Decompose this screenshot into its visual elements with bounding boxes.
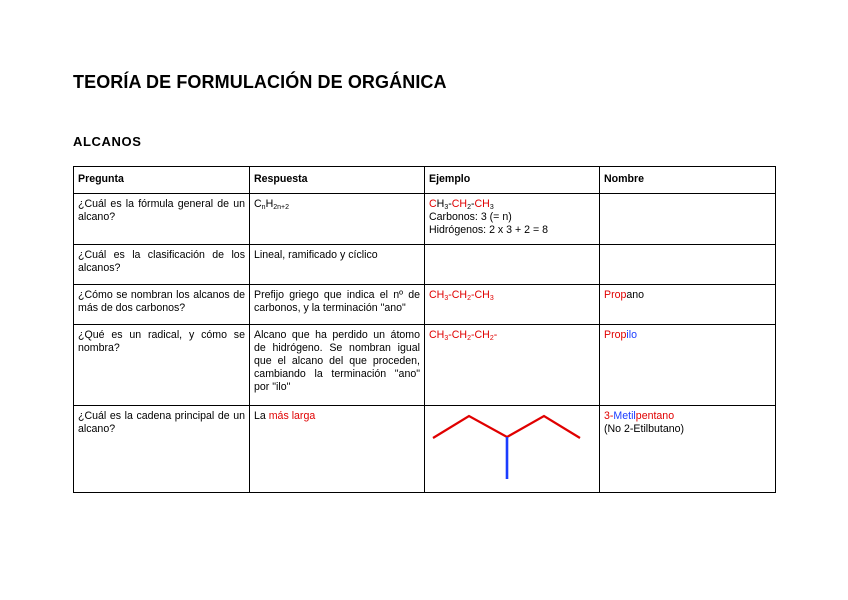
subscript: 2 [467, 295, 471, 302]
carbon-group: CH [451, 198, 468, 210]
respuesta-cell [250, 406, 425, 493]
nombre-cell [600, 285, 776, 325]
bond: - [470, 198, 475, 210]
nombre-cell [600, 194, 776, 245]
group: CH [429, 329, 445, 341]
header-row [74, 167, 776, 194]
table-row [74, 245, 776, 285]
ejemplo-cell [425, 285, 600, 325]
name-note: (No 2-Etilbutano) [604, 423, 685, 435]
subscript: 3 [489, 204, 494, 211]
group: CH [429, 289, 445, 301]
group: -CH [448, 329, 468, 341]
substituent-name: Metil [613, 410, 636, 422]
pregunta-cell: ¿Cuál es la fórmula general de un alcano? [74, 194, 250, 245]
nombre-cell [600, 325, 776, 406]
header-ejemplo: Ejemplo [425, 167, 600, 194]
formula-c: C [254, 198, 262, 210]
pregunta-cell: ¿Cuál es la clasificación de los alcanos? [74, 245, 250, 285]
table-row [74, 285, 776, 325]
name-suffix: ilo [626, 329, 637, 341]
name-prefix: Prop [604, 329, 627, 341]
bond: - [448, 198, 452, 210]
header-nombre: Nombre [600, 167, 776, 194]
subscript: 2 [467, 204, 471, 211]
parent-chain-name: pentano [635, 410, 675, 422]
table-row [74, 406, 776, 493]
respuesta-cell: Prefijo griego que indica el nº de carbonos, y la terminación "ano" [250, 285, 425, 325]
table-row [74, 194, 776, 245]
subscript: 2 [489, 335, 494, 342]
carbon: C [429, 198, 437, 210]
page-title: TEORÍA DE FORMULACIÓN DE ORGÁNICA [73, 72, 447, 92]
header-respuesta: Respuesta [250, 167, 425, 194]
pregunta-cell: ¿Qué es un radical, y cómo se nombra? [74, 325, 250, 406]
alcanos-table [73, 166, 776, 493]
group: -CH [448, 289, 468, 301]
respuesta-cell: Alcano que ha perdido un átomo de hidrógeno. Se nombran igual que el alcano del que proceden, cambiando la terminación "ano" por "ilo" [250, 325, 425, 406]
subscript: 3 [489, 295, 494, 302]
section-heading: ALCANOS [73, 134, 142, 149]
group: -CH [470, 289, 490, 301]
header-pregunta: Pregunta [74, 167, 250, 194]
pregunta-cell: ¿Cómo se nombran los alcanos de más de dos carbonos? [74, 285, 250, 325]
group: -CH [470, 329, 490, 341]
open-bond: - [493, 329, 498, 341]
carbon-group: CH [474, 198, 490, 210]
respuesta-cell [250, 194, 425, 245]
hidrogenos-line: Hidrógenos: 2 x 3 + 2 = 8 [429, 224, 548, 236]
subscript: 2 [467, 335, 471, 342]
skeletal-structure-diagram [425, 406, 600, 492]
table-row [74, 325, 776, 406]
name-prefix: Prop [604, 289, 627, 301]
answer-highlight: más larga [268, 410, 316, 422]
name-suffix: ano [626, 289, 645, 301]
pregunta-cell: ¿Cuál es la cadena principal de un alcano? [74, 406, 250, 493]
formula-h: H [265, 198, 274, 210]
respuesta-cell: Lineal, ramificado y cíclico [250, 245, 425, 285]
nombre-cell [600, 245, 776, 285]
formula-n: n [261, 204, 266, 211]
subscript: 3 [444, 204, 449, 211]
compound-name [604, 410, 771, 423]
ejemplo-cell [425, 406, 600, 493]
answer-lead: La [254, 410, 269, 422]
subscript: 3 [444, 335, 449, 342]
hydrogen: H [436, 198, 445, 210]
formula-sub: 2n+2 [273, 204, 289, 211]
carbonos-line: Carbonos: 3 (= n) [429, 211, 512, 223]
nombre-cell [600, 406, 776, 493]
ejemplo-cell [425, 325, 600, 406]
propane-formula [429, 198, 595, 211]
subscript: 3 [444, 295, 449, 302]
locant: 3- [604, 410, 614, 422]
main-chain-bonds [433, 416, 580, 438]
ejemplo-cell [425, 245, 600, 285]
ejemplo-cell [425, 194, 600, 245]
